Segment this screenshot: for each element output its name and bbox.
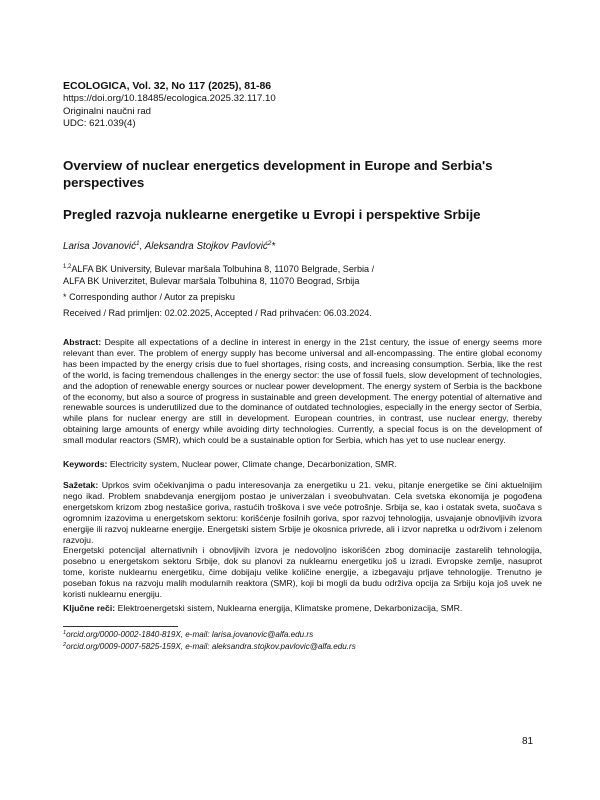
keywords-text: Electricity system, Nuclear power, Climate change, Decarbonization, SMR.	[107, 459, 397, 469]
sazetak-paragraph-2: Energetski potencijal alternativnih i obnovljivih izvora je nedovoljno iskorišćen zbog dominacije zastarelih tehnologija, posebno u energetskom sektoru Srbije, dok su planovi za nuklearnu energetiku još u izradi. Evropske zemlje, nasuprot tome, koriste nuklearnu energetiku, čime dobijaju velike količine energije, a izbegavaju prljave tehnologije. Trenutno je poseban fokus na razvoju malih modularnih reaktora (SMR), koji bi mogli da budu održiva opcija za Srbiju koja još uvek ne koristi nuklearnu energiju.	[63, 545, 542, 600]
journal-citation: ECOLOGICA, Vol. 32, No 117 (2025), 81-86	[63, 80, 272, 92]
footnote-1-text: orcid.org/0000-0002-1840-819X, e-mail: larisa.jovanovic@alfa.edu.rs	[66, 630, 314, 639]
footnote-2-sup: 2	[63, 642, 67, 649]
footnote-2-text: orcid.org/0009-0007-5825-159X, e-mail: aleksandra.stojkov.pavlovic@alfa.edu.rs	[66, 642, 356, 652]
affiliation	[63, 263, 543, 287]
sazetak	[63, 480, 542, 600]
kljucne-reci	[63, 603, 542, 614]
author-separator: ,	[139, 241, 145, 252]
kljucne-label: Ključne reči:	[63, 603, 116, 613]
footnote-1-sup: 1	[63, 630, 67, 636]
author-2-name: Aleksandra Stojkov Pavlović	[144, 241, 268, 252]
title-serbian: Pregled razvoja nuklearne energetike u Evropi i perspektive Srbije	[63, 207, 481, 222]
authors-line	[63, 240, 543, 253]
abstract	[63, 337, 542, 446]
footnote-divider	[63, 626, 178, 627]
udc-code: UDC: 621.039(4)	[63, 118, 136, 130]
sazetak-label: Sažetak:	[63, 480, 99, 490]
abstract-label: Abstract:	[63, 337, 102, 347]
footnote-1	[63, 629, 543, 641]
affiliation-line-2: ALFA BK Univerzitet, Bulevar maršala Tolbuhina 8, 11070 Beograd, Srbija	[63, 276, 360, 287]
kljucne-text: Elektroenergetski sistem, Nuklearna energija, Klimatske promene, Dekarbonizacija, SMR.	[115, 603, 463, 613]
sazetak-paragraph-1	[63, 480, 542, 545]
affiliation-line-1: ALFA BK University, Bulevar maršala Tolbuhina 8, 11070 Belgrade, Serbia /	[71, 264, 375, 274]
author-1-name: Larisa Jovanović	[63, 241, 136, 252]
author-1-sup: 1	[135, 240, 140, 247]
sazetak-text-1: Uprkos svim očekivanjima o padu interesovanja za energetiku u 21. veku, pitanje energetike se čini aktuelnijim nego ikad. Problem snabdevanja energijom postao je univerzalan i sveobuhvatan. Cela svetska ekonomija je pogođena energetskom krizom zbog nestašice goriva, rastućih troškova i sve veće potrošnje. Srbija se, kao i ostatak sveta, suočava s ogromnim izazovima u energetskom sektoru: korišćenje fosilnih goriva, spor razvoj tehnologija, usvajanje obnovljivih izvora energije ili razvoj nuklearne energije. Energetski sistem Srbije je okosnica privrede, ali i izvor napretka u održivom i zelenom razvoju.	[63, 480, 542, 545]
footnotes	[63, 629, 543, 654]
page-number: 81	[522, 736, 534, 747]
title-english: Overview of nuclear energetics development in Europe and Serbia's perspectives	[63, 158, 493, 190]
corresponding-star: *	[271, 241, 276, 252]
footnote-2	[63, 641, 543, 653]
keywords	[63, 459, 542, 470]
affiliation-sup: 1,2	[63, 264, 72, 270]
article-type: Originalni naučni rad	[63, 105, 151, 117]
corresponding-author-note: * Corresponding author / Autor za prepisku	[63, 292, 235, 302]
keywords-label: Keywords:	[63, 459, 108, 469]
received-dates: Received / Rad primljen: 02.02.2025, Accepted / Rad prihvaćen: 06.03.2024.	[63, 308, 372, 318]
abstract-text: Despite all expectations of a decline in interest in energy in the 21st century, the issue of energy seems more relevant than ever. The problem of energy supply has become universal and all-encompassing. The entire global economy has been impacted by the energy crisis due to fuel shortages, rising costs, and increasing consumption. Serbia, like the rest of the world, is facing tremendous challenges in the energy sector: the use of fossil fuels, slow development of technologies, and the adoption of renewable energy sources or nuclear power development. The energy system of Serbia is the backbone of the economy, but also a source of progress in sustainable and green development. The energy potential of alternative and renewable sources is underutilized due to the dominance of outdated technologies, especially in the energy sector of Serbia, while plans for nuclear energy are still in development. European countries, in contrast, use nuclear energy, thereby obtaining large amounts of energy while avoiding dirty technologies. Currently, a special focus is on the development of small modular reactors (SMR), which could be a sustainable option for Serbia, which has yet to use nuclear energy.	[63, 337, 542, 446]
journal-header	[63, 79, 543, 131]
author-2-sup: 2	[267, 240, 272, 247]
doi-link[interactable]: https://doi.org/10.18485/ecologica.2025.32.117.10	[63, 93, 276, 104]
